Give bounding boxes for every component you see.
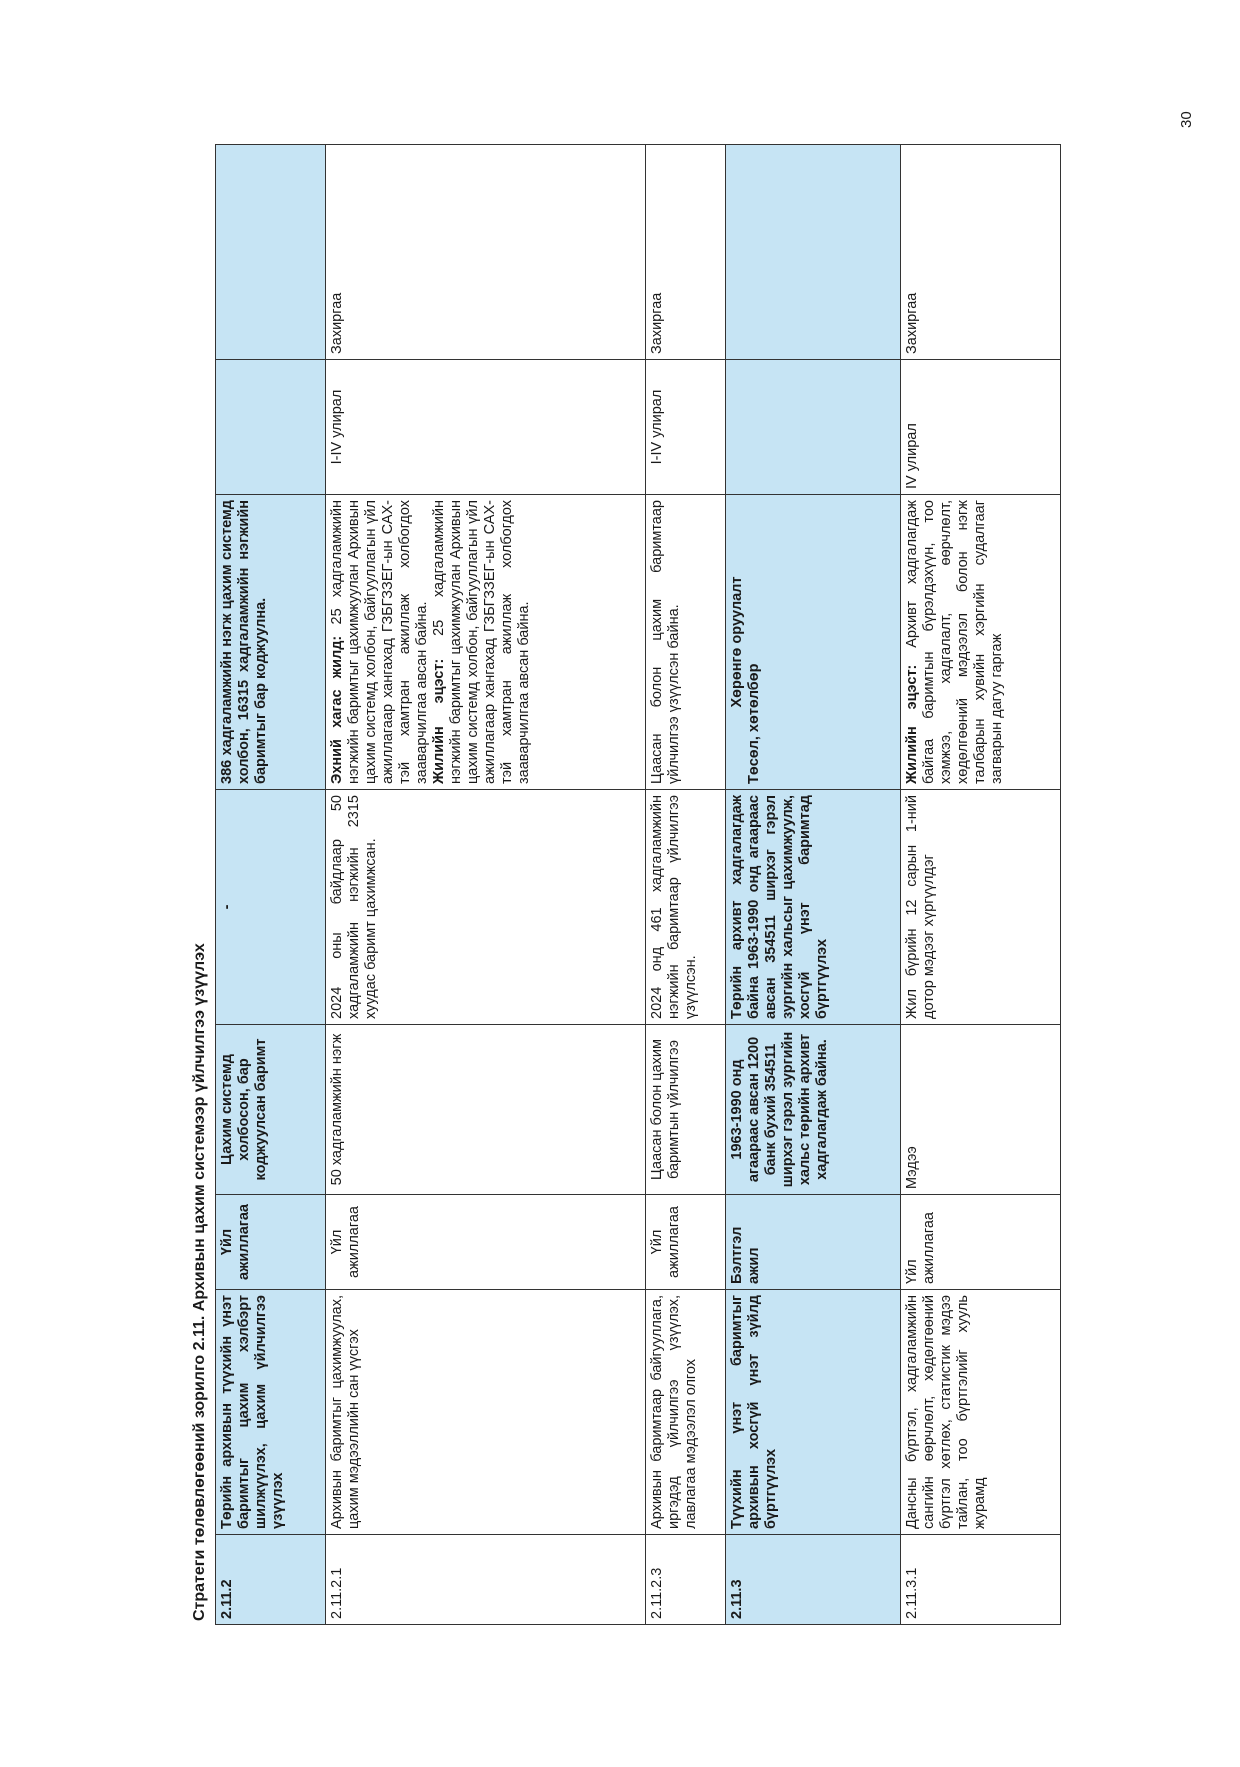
row-target: [726, 495, 901, 790]
row-cost: Захиргаа: [326, 145, 646, 360]
rotated-page-content: [185, 145, 1155, 1625]
row-baseline: 2024 онд 461 хадгаламжийн нэгжийн баримтаар үйлчилгээ үзүүлсэн.: [646, 790, 726, 1025]
row-target: [326, 495, 646, 790]
row-kind: Бэлтгэл ажил: [726, 1195, 901, 1290]
target-investment-text: Төсөл, хөтөлбөр: [746, 663, 762, 784]
table-row: [326, 145, 646, 1625]
row-cost: [726, 145, 901, 360]
row-activity: Дансны бүртгэл, хадгаламжийн сангийн өөрчлөлт, хөдөлгөөний бүртгэл хөтлөх, статистик мэдээ тайлан, тоо бүртгэлийг хууль журамд: [901, 1290, 1061, 1535]
table-row: [726, 145, 901, 1625]
row-activity: Архивын баримтаар байгууллага, иргэдэд үйлчилгээ үзүүлэх, лавлагаа мэдээлэл олгох: [646, 1290, 726, 1535]
row-indicator: 1963-1990 онд агаараас авсан 1200 банк бухий 354511 ширхэг гэрэл зургийн хальс төрийн архивт хадгалагдаж байна.: [726, 1025, 901, 1195]
row-indicator: Цаасан болон цахим баримтын үйлчилгээ: [646, 1025, 726, 1195]
row-cost: Захиргаа: [646, 145, 726, 360]
row-indicator: 50 хадгаламжийн нэгж: [326, 1025, 646, 1195]
target-investment-label: Хөрөнгө оруулалт: [729, 576, 745, 708]
row-baseline: -: [216, 790, 326, 1025]
row-baseline: 2024 оны байдлаар 50 хадгаламжийн нэгжийн 2315 хуудас баримт цахимжсан.: [326, 790, 646, 1025]
row-period: [726, 360, 901, 495]
row-kind: Үйл ажиллагаа: [216, 1195, 326, 1290]
table-row: [646, 145, 726, 1625]
target-year-end-text: 25 хадгаламжийн нэгжийн баримтыг цахимжуулан Архивын цахим системд холбон, байгууллагын үйл ажиллагаар хангахад ГЗБГЗЗЕГ-ын САХ-тэй хамтран ажиллаж холбогдох зааварчилгаа авсан байна.: [431, 499, 532, 784]
row-period: I-IV улирал: [646, 360, 726, 495]
row-code: 2.11.3: [726, 1535, 901, 1625]
row-activity: Төрийн архивын түүхийн үнэт баримтыг цахим хэлбэрт шилжүүлэх, цахим үйлчилгээ үзүүлэх: [216, 1290, 326, 1535]
row-cost: [216, 145, 326, 360]
page-number: 30: [1178, 111, 1195, 128]
row-activity: Архивын баримтыг цахимжуулах, цахим мэдээллийн сан үүсгэх: [326, 1290, 646, 1535]
row-period: IV улирал: [901, 360, 1061, 495]
row-kind: Үйл ажиллагаа: [326, 1195, 646, 1290]
row-code: 2.11.3.1: [901, 1535, 1061, 1625]
row-baseline: Төрийн архивт хадгалагдаж байна 1963-1990 онд агаараас авсан 354511 ширхэг гэрэл зургийн хальсыг цахимжуулж, хосгүй үнэт баримтад бүртгүүлэх: [726, 790, 901, 1025]
target-half-year-text: 25 хадгаламжийн нэгжийн баримтыг цахимжуулан Архивын цахим системд холбон, байгууллагын үйл ажиллагаар хангахад ГЗБГЗЗЕГ-ын САХ-тэй хамтран ажиллаж холбогдох зааварчилгаа авсан байна.: [329, 500, 430, 784]
row-kind: Үйл ажиллагаа: [646, 1195, 726, 1290]
row-kind: Үйл ажиллагаа: [901, 1195, 1061, 1290]
target-year-end-text: Архивт хадгалагдаж байгаа баримтын бүрэлдэхүүн, тоо хэмжээ, хадгалалт, өөрчлөлт, хөдөлгөөний мэдээлэл болон нэгж талбарын хувийн хэргийн судалгааг загварын дагуу гаргаж: [904, 499, 1005, 784]
target-year-end-label: Жилийн эцэст:: [431, 658, 447, 784]
document-title: Стратеги төлөвлөгөөний зорилго 2.11. Архивын цахим системээр үйлчилгээ үзүүлэх: [191, 943, 208, 1621]
row-indicator: Мэдээ: [901, 1025, 1061, 1195]
row-code: 2.11.2: [216, 1535, 326, 1625]
row-code: 2.11.2.1: [326, 1535, 646, 1625]
target-half-year-label: Эхний хагас жилд:: [329, 635, 345, 784]
row-code: 2.11.2.3: [646, 1535, 726, 1625]
target-year-end-label: Жилийн эцэст:: [904, 664, 920, 784]
row-baseline: Жил бүрийн 12 сарын 1-ний дотор мэдээг хүргүүлдэг: [901, 790, 1061, 1025]
strategy-table: [215, 144, 1061, 1625]
table-row: [216, 145, 326, 1625]
row-target: 386 хадгаламжийн нэгж цахим системд холбон, 16315 хадгаламжийн нэгжийн баримтыг бар коджуулна.: [216, 495, 326, 790]
row-period: [216, 360, 326, 495]
row-activity: Түүхийн үнэт баримтыг архивын хосгүй үнэт зүйлд бүртгүүлэх: [726, 1290, 901, 1535]
row-target: Цаасан болон цахим баримтаар үйлчилгээ үзүүлсэн байна.: [646, 495, 726, 790]
row-period: I-IV улирал: [326, 360, 646, 495]
row-cost: Захиргаа: [901, 145, 1061, 360]
row-target: [901, 495, 1061, 790]
row-indicator: Цахим системд холбосон, бар коджуулсан баримт: [216, 1025, 326, 1195]
table-row: [901, 145, 1061, 1625]
